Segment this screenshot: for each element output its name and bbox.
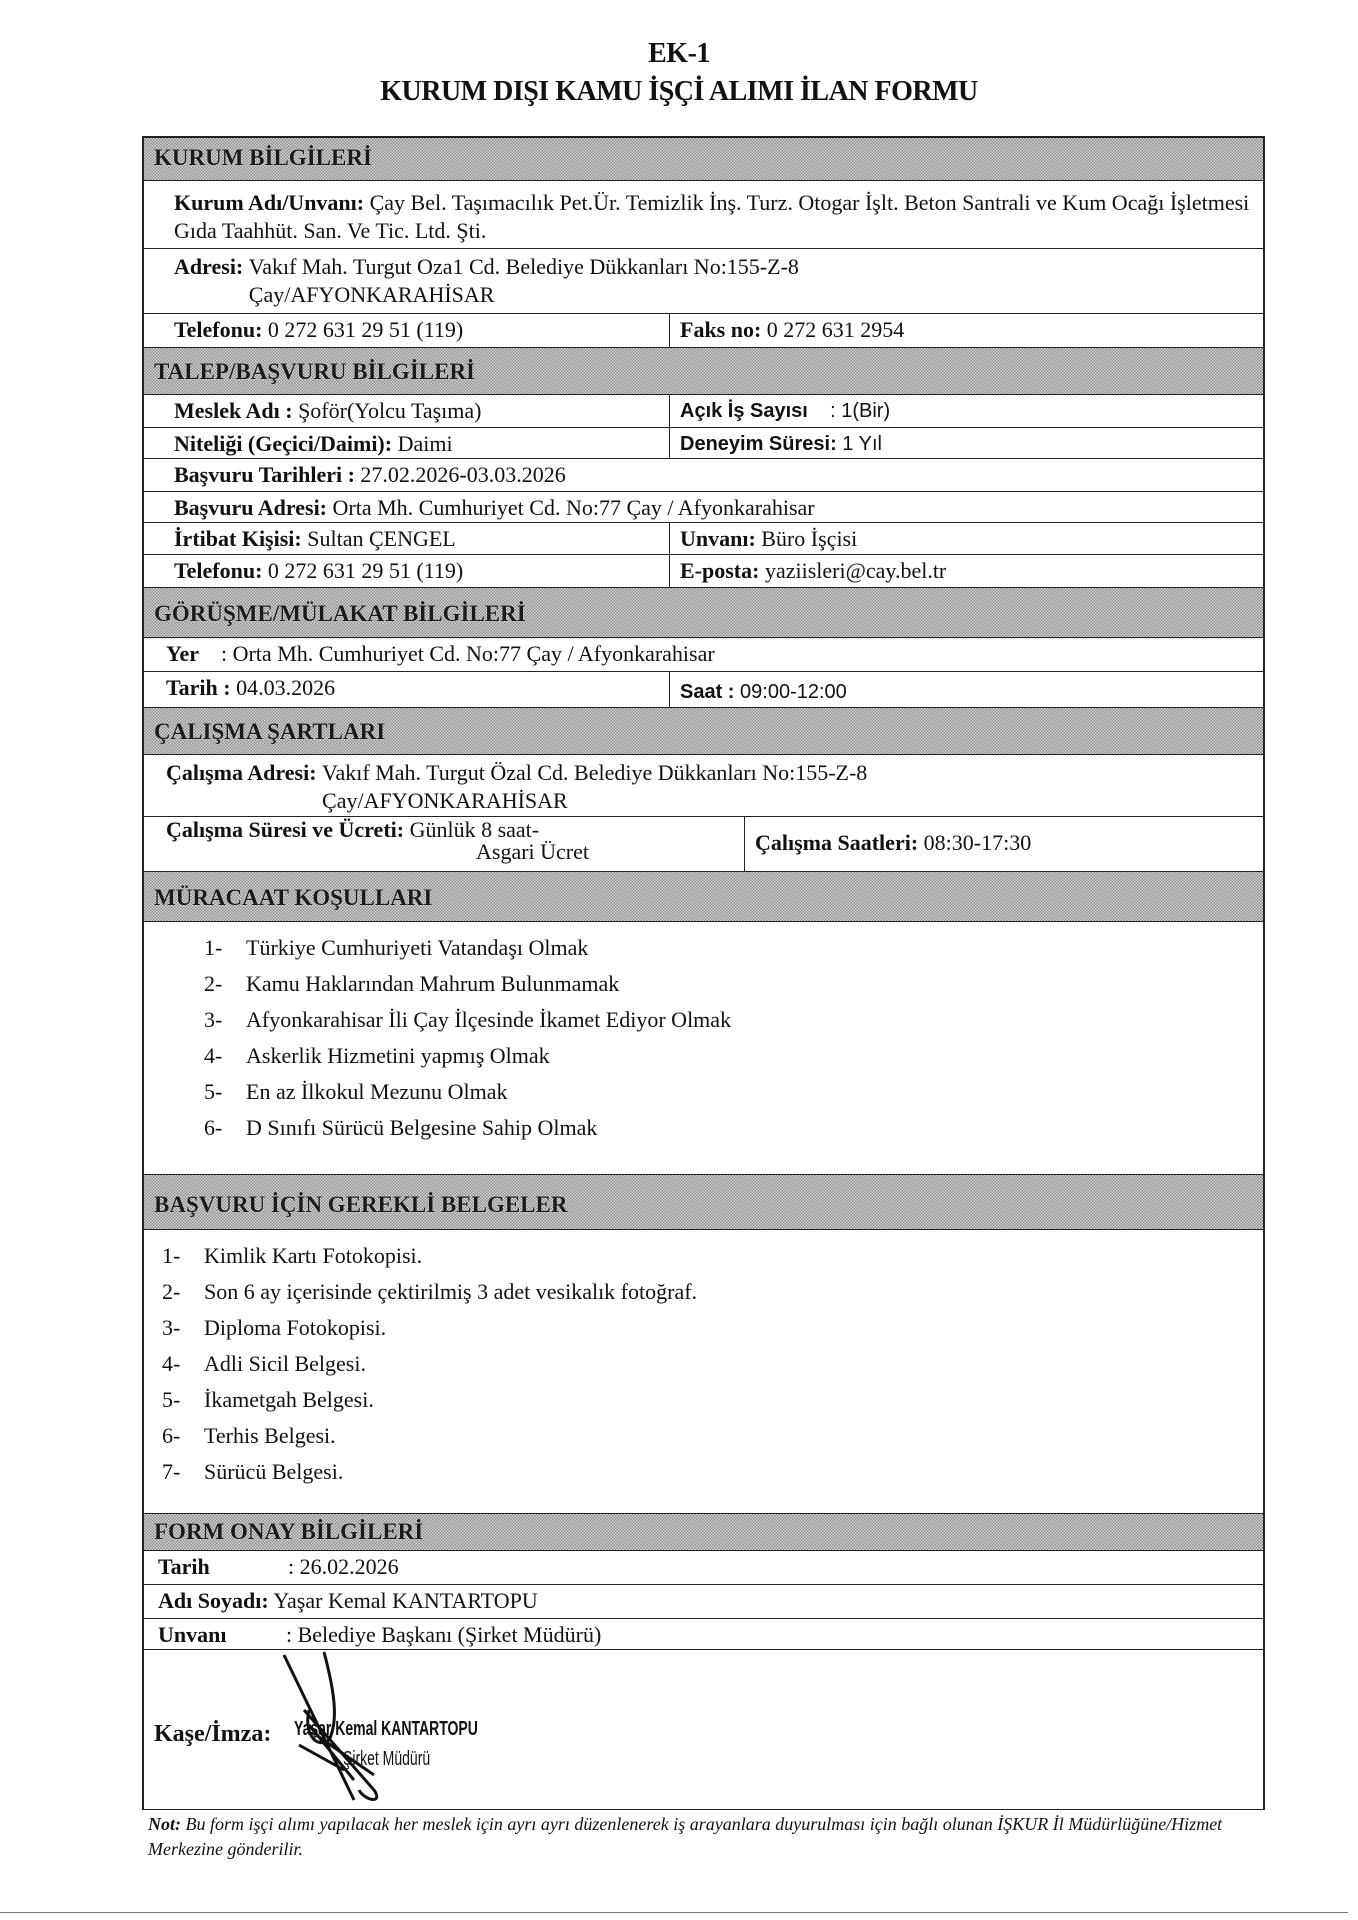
value: 0 272 631 29 51 (119) bbox=[267, 558, 464, 583]
list-item bbox=[204, 1002, 1263, 1038]
apply-address-row bbox=[144, 492, 1263, 523]
label: Adresi: bbox=[174, 254, 244, 279]
value: Çay Bel. Taşımacılık Pet.Ür. Temizlik İnş. Turz. Otogar İşlt. Beton Santrali ve Kum Ocağı İşletmesi Gıda Taahhüt. San. Ve Tic. Ltd. Şti. bbox=[174, 190, 1250, 243]
item-number: 6- bbox=[204, 1115, 223, 1140]
value: : Belediye Başkanı (Şirket Müdürü) bbox=[286, 1622, 602, 1647]
list-item bbox=[162, 1274, 1263, 1310]
interview-date-row bbox=[144, 672, 1263, 708]
item-number: 3- bbox=[162, 1315, 181, 1340]
section-talep: TALEP/BAŞVURU BİLGİLERİ bbox=[144, 348, 1263, 395]
section-muracaat: MÜRACAAT KOŞULLARI bbox=[144, 872, 1263, 922]
list-item bbox=[162, 1346, 1263, 1382]
list-item bbox=[204, 1038, 1263, 1074]
label: Saat : bbox=[680, 681, 735, 703]
value: 08:30-17:30 bbox=[923, 830, 1032, 855]
value: Şoför(Yolcu Taşıma) bbox=[298, 398, 482, 423]
approval-title-row bbox=[144, 1619, 1263, 1650]
value: 0 272 631 2954 bbox=[766, 317, 905, 342]
label: Telefonu: bbox=[174, 558, 263, 583]
value: Asgari Ücret bbox=[476, 839, 590, 864]
value: : 26.02.2026 bbox=[288, 1554, 399, 1579]
approval-date-row bbox=[144, 1551, 1263, 1585]
item-text: D Sınıfı Sürücü Belgesine Sahip Olmak bbox=[246, 1115, 598, 1140]
value: Daimi bbox=[397, 431, 453, 456]
annex-label: EK-1 bbox=[648, 38, 710, 69]
contact-row bbox=[144, 523, 1263, 555]
section-belgeler: BAŞVURU İÇİN GEREKLİ BELGELER bbox=[144, 1175, 1263, 1230]
value: 1 Yıl bbox=[842, 433, 882, 455]
item-number: 7- bbox=[162, 1459, 181, 1484]
item-number: 6- bbox=[162, 1423, 181, 1448]
item-number: 1- bbox=[162, 1243, 181, 1268]
value: 04.03.2026 bbox=[236, 675, 336, 700]
item-text: Kimlik Kartı Fotokopisi. bbox=[204, 1243, 423, 1268]
item-number: 5- bbox=[204, 1079, 223, 1104]
institution-name-row bbox=[144, 181, 1263, 249]
label: Çalışma Saatleri: bbox=[755, 830, 919, 855]
interview-place-row bbox=[144, 638, 1263, 672]
value: 0 272 631 29 51 (119) bbox=[267, 317, 464, 342]
list-item bbox=[204, 1074, 1263, 1110]
item-number: 2- bbox=[204, 971, 223, 996]
label: E-posta: bbox=[680, 558, 760, 583]
contact-phone-row bbox=[144, 555, 1263, 588]
value: Büro İşçisi bbox=[761, 526, 858, 551]
item-number: 4- bbox=[162, 1351, 181, 1376]
label: Çalışma Adresi: bbox=[166, 760, 317, 785]
value: Yaşar Kemal KANTARTOPU bbox=[273, 1588, 538, 1613]
label: İrtibat Kişisi: bbox=[174, 526, 302, 551]
item-text: Kamu Haklarından Mahrum Bulunmamak bbox=[246, 971, 620, 996]
item-number: 3- bbox=[204, 1007, 223, 1032]
list-item bbox=[162, 1454, 1263, 1490]
item-text: Diploma Fotokopisi. bbox=[204, 1315, 387, 1340]
item-text: Türkiye Cumhuriyeti Vatandaşı Olmak bbox=[246, 935, 589, 960]
label: Meslek Adı : bbox=[174, 398, 293, 423]
item-text: Adli Sicil Belgesi. bbox=[204, 1351, 366, 1376]
label: Yer bbox=[166, 641, 199, 666]
label: Kaşe/İmza: bbox=[154, 1721, 272, 1747]
email-link[interactable]: yaziisleri@cay.bel.tr bbox=[764, 558, 947, 583]
note-text: Bu form işçi alımı yapılacak her meslek için ayrı ayrı düzenlenerek iş arayanlara duyurulması için bağlı olunan İŞKUR İl Müdürlüğüne/Hizmet Merkezine gönderilir. bbox=[148, 1814, 1223, 1859]
item-text: Son 6 ay içerisinde çektirilmiş 3 adet vesikalık fotoğraf. bbox=[204, 1279, 698, 1304]
label: Deneyim Süresi: bbox=[680, 433, 837, 455]
label: Niteliği (Geçici/Daimi): bbox=[174, 431, 393, 456]
item-text: Sürücü Belgesi. bbox=[204, 1459, 344, 1484]
label: Unvanı: bbox=[680, 526, 756, 551]
value: Sultan ÇENGEL bbox=[307, 526, 456, 551]
item-text: İkametgah Belgesi. bbox=[204, 1387, 374, 1412]
dates-row bbox=[144, 459, 1263, 492]
section-gorusme: GÖRÜŞME/MÜLAKAT BİLGİLERİ bbox=[144, 588, 1263, 638]
list-item bbox=[162, 1418, 1263, 1454]
list-item bbox=[162, 1238, 1263, 1274]
item-text: Afyonkarahisar İli Çay İlçesinde İkamet Ediyor Olmak bbox=[246, 1007, 732, 1032]
conditions-list bbox=[144, 922, 1263, 1175]
value: 27.02.2026-03.03.2026 bbox=[360, 462, 566, 487]
item-text: Terhis Belgesi. bbox=[204, 1423, 336, 1448]
list-item bbox=[204, 966, 1263, 1002]
list-item bbox=[162, 1382, 1263, 1418]
label: Faks no: bbox=[680, 317, 762, 342]
job-row bbox=[144, 395, 1263, 428]
announcement-form bbox=[142, 136, 1265, 1810]
label: Tarih bbox=[158, 1554, 210, 1579]
value: 09:00-12:00 bbox=[740, 681, 847, 703]
footer-note bbox=[148, 1812, 1228, 1862]
value: Vakıf Mah. Turgut Oza1 Cd. Belediye Dükkanları No:155-Z-8 Çay/AFYONKARAHİSAR bbox=[248, 254, 799, 307]
signature-icon bbox=[264, 1650, 464, 1820]
section-onay: FORM ONAY BİLGİLERİ bbox=[144, 1514, 1263, 1551]
value: : 1(Bir) bbox=[830, 400, 891, 422]
value: Vakıf Mah. Turgut Özal Cd. Belediye Dükkanları No:155-Z-8 Çay/AFYONKARAHİSAR bbox=[322, 760, 868, 813]
label: Açık İş Sayısı bbox=[680, 400, 808, 422]
stamp-title: Şirket Müdürü bbox=[343, 1748, 431, 1770]
item-number: 1- bbox=[204, 935, 223, 960]
value: : Orta Mh. Cumhuriyet Cd. No:77 Çay / Afyonkarahisar bbox=[220, 641, 715, 666]
page-title: KURUM DIŞI KAMU İŞÇİ ALIMI İLAN FORMU bbox=[380, 76, 978, 107]
label: Başvuru Adresi: bbox=[174, 495, 328, 520]
label: Telefonu: bbox=[174, 317, 263, 342]
note-label: Not: bbox=[148, 1814, 181, 1834]
label: Tarih : bbox=[166, 675, 231, 700]
approval-name-row bbox=[144, 1585, 1263, 1619]
work-address-row bbox=[144, 755, 1263, 817]
item-number: 2- bbox=[162, 1279, 181, 1304]
signature-row bbox=[144, 1650, 1263, 1810]
section-calisma: ÇALIŞMA ŞARTLARI bbox=[144, 708, 1263, 755]
item-number: 4- bbox=[204, 1043, 223, 1068]
page-bottom-divider bbox=[0, 1912, 1348, 1913]
value: Günlük 8 saat- bbox=[409, 817, 540, 842]
section-kurum: KURUM BİLGİLERİ bbox=[144, 138, 1263, 181]
label: Çalışma Süresi ve Ücreti: bbox=[166, 817, 405, 842]
work-duration-row bbox=[144, 817, 1263, 872]
label: Kurum Adı/Unvanı: bbox=[174, 190, 365, 215]
list-item bbox=[204, 1110, 1263, 1146]
item-number: 5- bbox=[162, 1387, 181, 1412]
list-item bbox=[162, 1310, 1263, 1346]
documents-list bbox=[144, 1230, 1263, 1514]
type-row bbox=[144, 428, 1263, 459]
institution-address-row bbox=[144, 249, 1263, 314]
item-text: Askerlik Hizmetini yapmış Olmak bbox=[246, 1043, 550, 1068]
label: Başvuru Tarihleri : bbox=[174, 462, 355, 487]
item-text: En az İlkokul Mezunu Olmak bbox=[246, 1079, 508, 1104]
label: Unvanı bbox=[158, 1622, 227, 1647]
list-item bbox=[204, 930, 1263, 966]
value: Orta Mh. Cumhuriyet Cd. No:77 Çay / Afyonkarahisar bbox=[332, 495, 815, 520]
label: Adı Soyadı: bbox=[158, 1588, 269, 1613]
stamp-name: Yaşar Kemal KANTARTOPU bbox=[294, 1718, 478, 1740]
institution-phone-row bbox=[144, 314, 1263, 348]
